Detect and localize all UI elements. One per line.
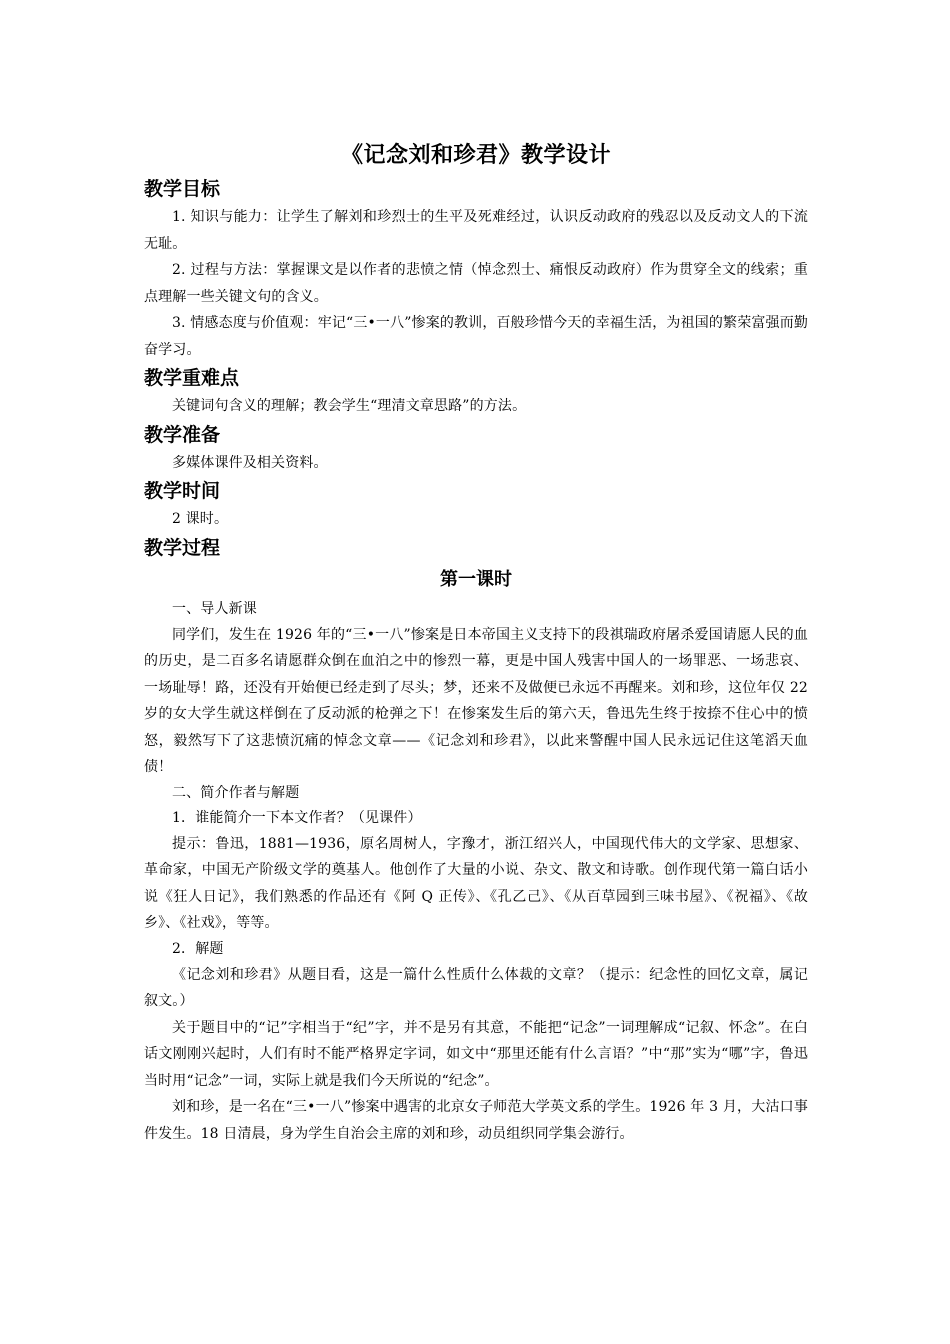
time-text: 2 课时。 [172, 511, 229, 527]
process-paragraph: 提示：鲁迅，1881—1936，原名周树人，字豫才，浙江绍兴人，中国现代伟大的文学家、思想家、革命家，中国无产阶级文学的奠基人。他创作了大量的小说、杂文、散文和诗歌。创作现代第一篇白话小说《狂人日记》，我们熟悉的作品还有《阿 Q 正传》、《孔乙己》、《从百草园到三味书屋》、《祝福》、《故乡》、《社戏》，等等。 [144, 835, 808, 931]
heading-time: 教学时间 [144, 480, 221, 502]
heading-process: 教学过程 [144, 536, 221, 559]
preparation-text: 多媒体课件及相关资料。 [172, 454, 328, 471]
process-question: 1．谁能简介一下本文作者？（见课件） [172, 809, 422, 826]
process-subheading: 二、简介作者与解题 [172, 784, 300, 801]
heading-preparation: 教学准备 [144, 423, 221, 446]
document-page [144, 140, 808, 1147]
objective-item: 2. 过程与方法：掌握课文是以作者的悲愤之情（悼念烈士、痛恨反动政府）作为贯穿全文的线索；重点理解一些关键文句的含义。 [144, 262, 808, 305]
key-points-text: 关键词句含义的理解；教会学生“理清文章思路”的方法。 [172, 398, 527, 414]
heading-key-points: 教学重难点 [144, 367, 240, 389]
process-paragraph: 关于题目中的“记”字相当于“纪”字，并不是另有其意，不能把“记念”一词理解成“记叙、怀念”。在白话文刚刚兴起时，人们有时不能严格界定字词，如文中“那里还能有什么言语？”中“那”实为“哪”字，鲁迅当时用“记念”一词，实际上就是我们今天所说的“纪念”。 [144, 1019, 808, 1089]
heading-objectives: 教学目标 [144, 178, 221, 200]
objective-item: 1. 知识与能力：让学生了解刘和珍烈士的生平及死难经过，认识反动政府的残忍以及反动文人的下流无耻。 [144, 209, 808, 252]
process-subheading: 一、导人新课 [172, 600, 257, 617]
document-title: 《记念刘和珍君》教学设计 [340, 143, 611, 168]
process-paragraph: 《记念刘和珍君》从题目看，这是一篇什么性质什么体裁的文章？（提示：纪念性的回忆文章，属记叙文。） [144, 966, 808, 1009]
process-paragraph: 刘和珍，是一名在“三•一八”惨案中遇害的北京女子师范大学英文系的学生。1926 年 3 月，大沽口事件发生。18 日清晨，身为学生自治会主席的刘和珍，动员组织同学集会游行。 [144, 1099, 808, 1142]
lesson-heading: 第一课时 [440, 568, 512, 590]
process-subheading: 2．解题 [172, 940, 224, 957]
process-paragraph: 同学们，发生在 1926 年的“三•一八”惨案是日本帝国主义支持下的段祺瑞政府屠杀爱国请愿人民的血的历史，是二百多名请愿群众倒在血泊之中的惨烈一幕，更是中国人残害中国人的一场罪恶、一场悲哀、一场耻辱！路，还没有开始便已经走到了尽头；梦，还来不及做便已永远不再醒来。刘和珍，这位年仅 22 岁的女大学生就这样倒在了反动派的枪弹之下！在惨案发生后的第六天，鲁迅先生终于按捺不住心中的愤怒，毅然写下了这悲愤沉痛的悼念文章——《记念刘和珍君》，以此来警醒中国人民永远记住这笔滔天血债！ [144, 626, 808, 775]
objective-item: 3. 情感态度与价值观：牢记“三•一八”惨案的教训，百般珍惜今天的幸福生活，为祖国的繁荣富强而勤奋学习。 [144, 315, 808, 358]
